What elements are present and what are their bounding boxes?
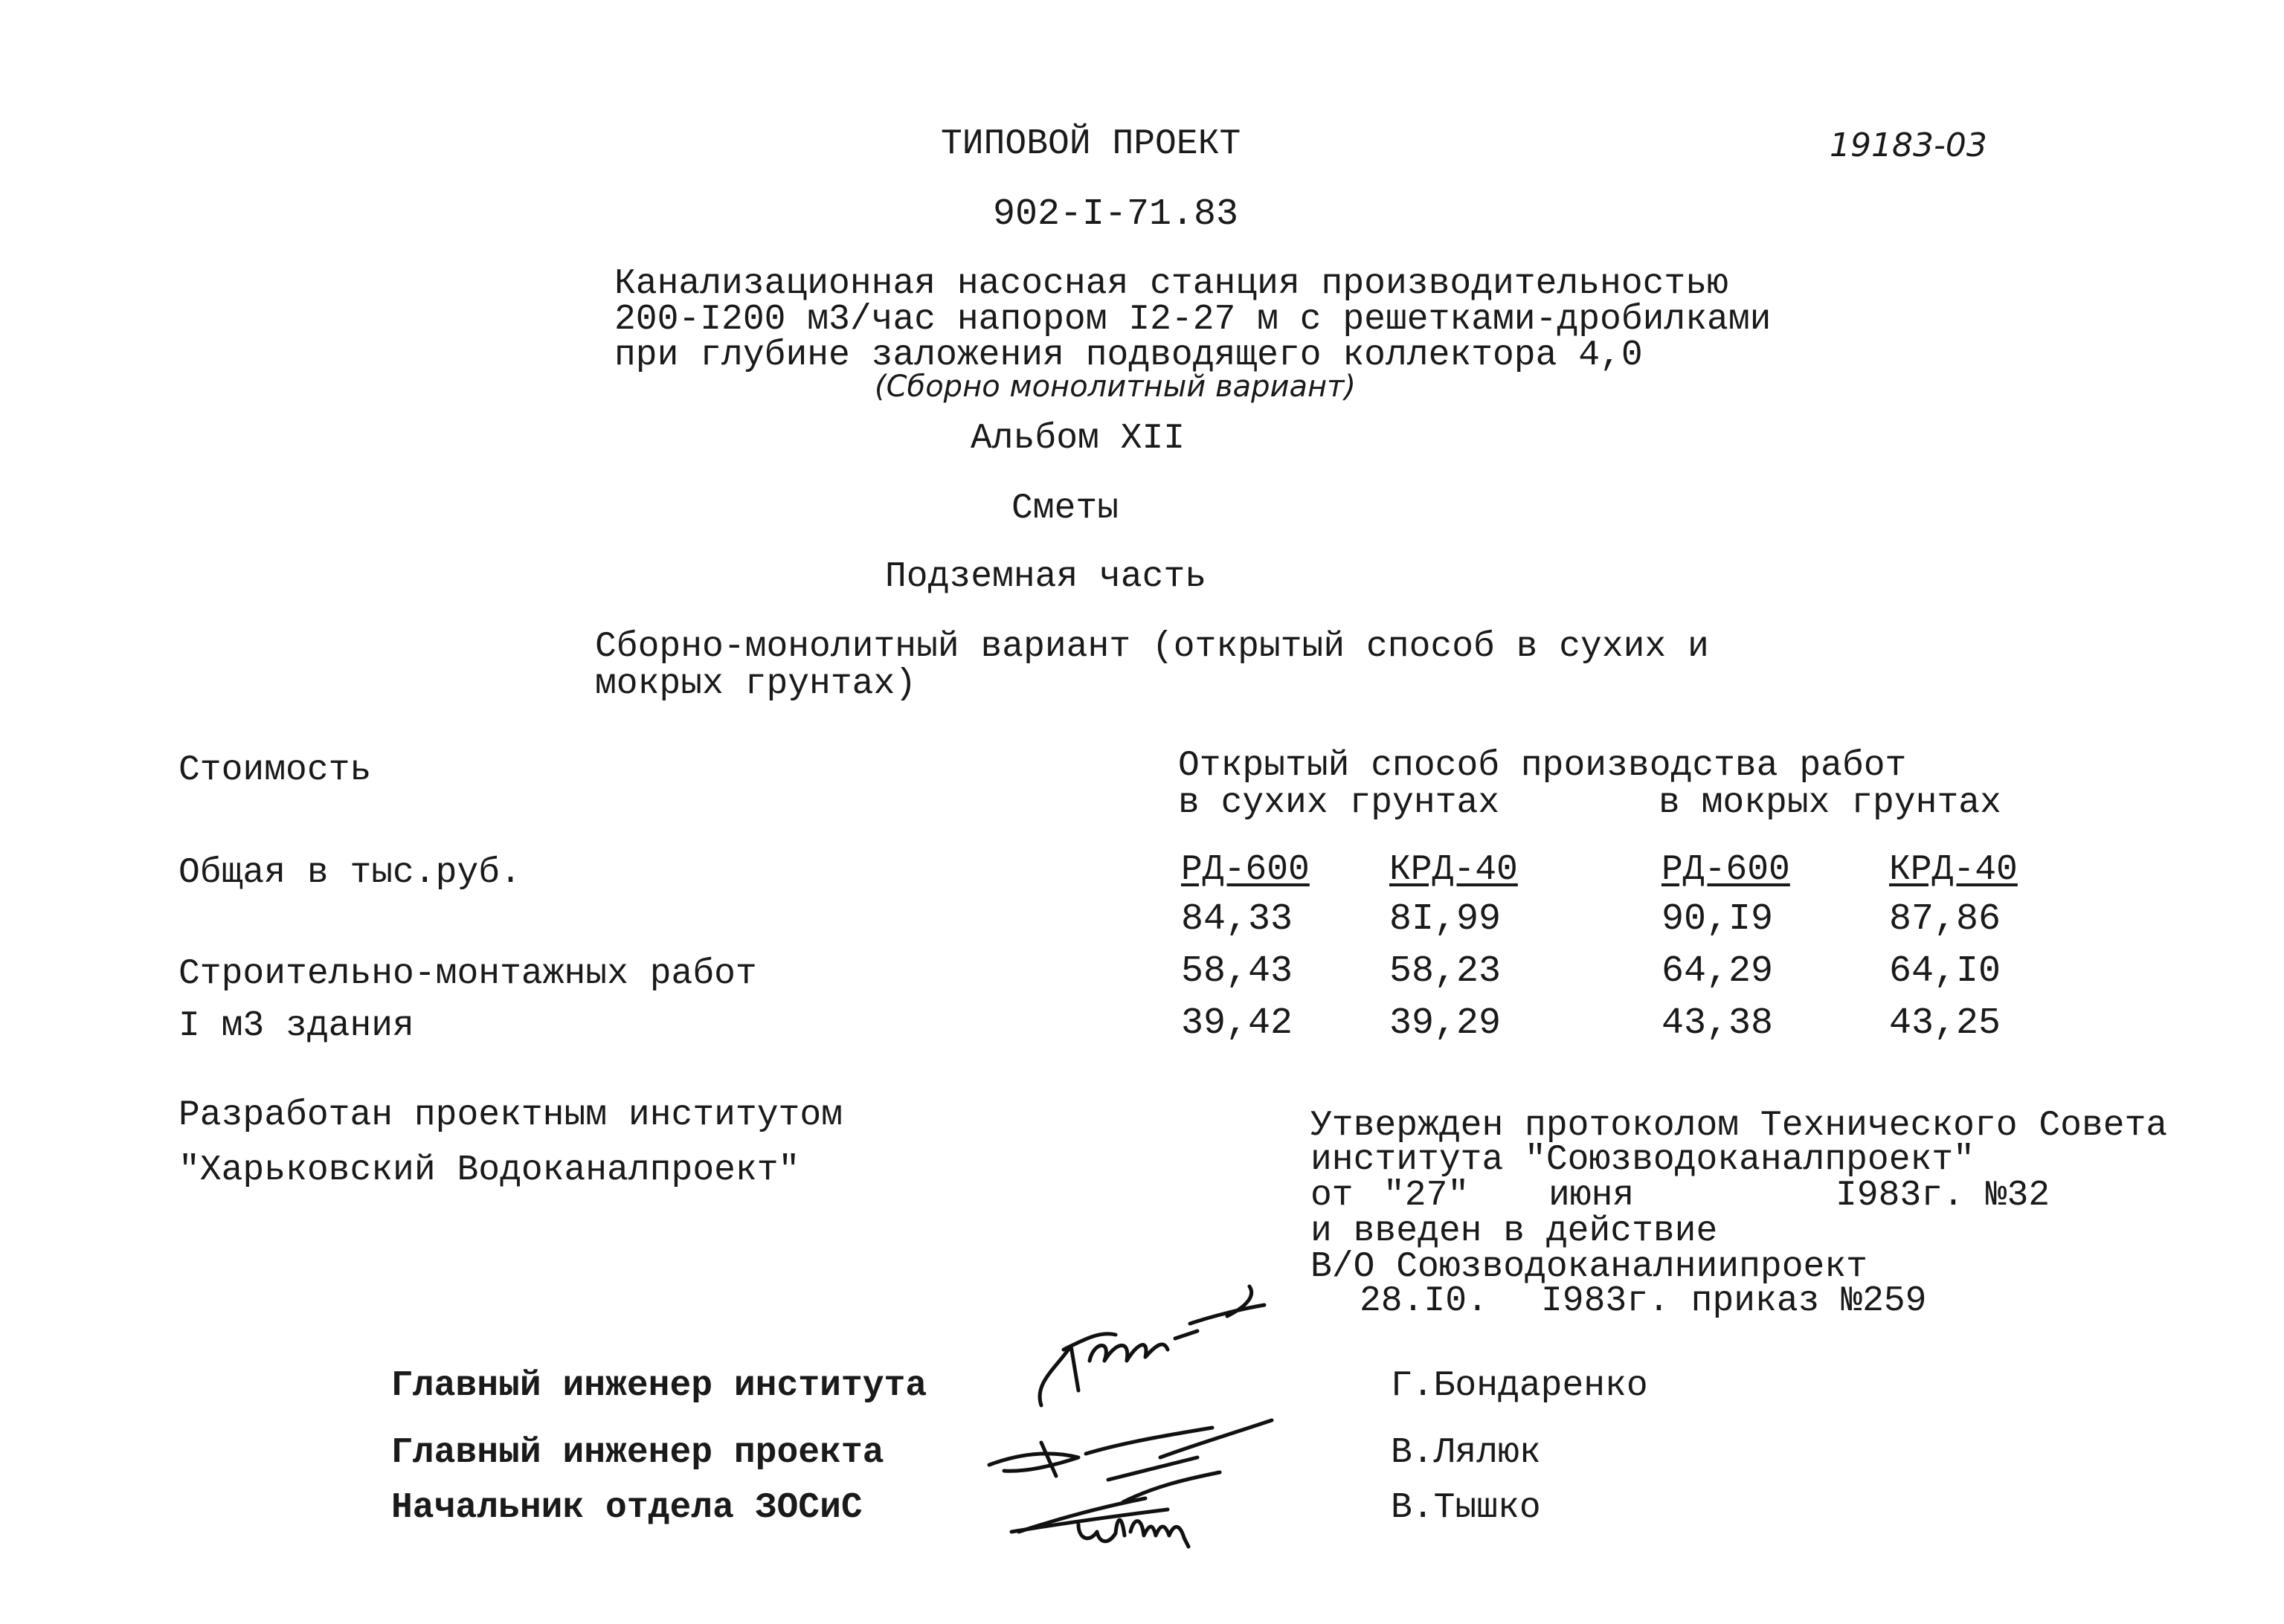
order-date: 28.I0. [1360,1281,1488,1321]
cell-per-m3-wet-rd600: 43,38 [1661,1002,1774,1045]
column-header: РД-600 [1181,850,1310,890]
handwritten-signature-1 [1019,1279,1279,1413]
row-label-total: Общая в тыс.руб. [178,853,521,893]
cell-per-m3-dry-krd40: 39,29 [1389,1002,1502,1045]
signature-role-chief-engineer-project: Главный инженер проекта [391,1433,884,1473]
cell-construction-wet-krd40: 64,I0 [1889,950,2001,993]
method-line-2: мокрых грунтах) [595,664,917,704]
order-number: I983г. приказ №259 [1541,1281,1927,1321]
approval-month: июня [1548,1176,1635,1216]
method-line-1: Сборно-монолитный вариант (открытый способ в сухих и [595,627,1709,667]
cost-label: Стоимость [178,750,372,790]
developer-line-1: Разработан проектным институтом [178,1095,843,1135]
section-title: Сметы [1011,489,1119,529]
description-line-2: 200-I200 м3/час напором I2-27 м с решетками-дробилками [614,300,1772,340]
approval-date-prefix: от [1310,1176,1354,1216]
method-header: Открытый способ производства работ [1178,746,1907,786]
column-header: РД-600 [1661,850,1790,890]
variant-note: (Сборно монолитный вариант) [875,370,1357,404]
cell-construction-dry-krd40: 58,23 [1389,950,1502,993]
signature-role-chief-engineer-institute: Главный инженер института [391,1366,927,1406]
cell-per-m3-dry-rd600: 39,42 [1181,1002,1293,1045]
handwritten-signature-3 [997,1472,1249,1554]
group-dry-header: в сухих грунтах [1178,783,1500,823]
approval-line-2: института "Союзводоканалпроект" [1310,1140,1975,1180]
cell-construction-dry-rd600: 58,43 [1181,950,1293,993]
cell-total-dry-krd40: 8I,99 [1389,898,1502,941]
developer-line-2: "Харьковский Водоканалпроект" [178,1150,800,1190]
cell-total-dry-rd600: 84,33 [1181,898,1293,941]
approval-year-protocol: I983г. №32 [1836,1176,2050,1216]
approval-day: "27" [1383,1176,1470,1216]
column-header: КРД-40 [1389,850,1518,890]
signature-name-chief-engineer-institute: Г.Бондаренко [1391,1366,1648,1406]
row-label-per-m3: I м3 здания [178,1006,414,1046]
row-label-construction: Строительно-монтажных работ [178,954,757,994]
project-code: 902-I-71.83 [993,193,1239,236]
approval-line-5: В/О Союзводоканалниипроект [1310,1247,1868,1287]
group-wet-header: в мокрых грунтах [1659,783,2001,823]
cell-total-wet-rd600: 90,I9 [1661,898,1774,941]
cell-per-m3-wet-krd40: 43,25 [1889,1002,2001,1045]
description-line-1: Канализационная насосная станция производительностью [614,264,1728,304]
cell-total-wet-krd40: 87,86 [1889,898,2001,941]
cell-construction-wet-rd600: 64,29 [1661,950,1774,993]
document-title: ТИПОВОЙ ПРОЕКТ [941,124,1241,164]
description-line-3: при глубине заложения подводящего коллектора 4,0 [614,335,1643,376]
column-header: КРД-40 [1889,850,2018,890]
approval-line-1: Утвержден протоколом Технического Совета [1310,1106,2168,1146]
approval-line-4: и введен в действие [1310,1211,1718,1251]
signature-name-department-head: В.Тышко [1391,1488,1541,1528]
album-title: Альбом XII [971,419,1186,459]
part-title: Подземная часть [885,557,1207,597]
signature-role-department-head: Начальник отдела ЗОСиС [391,1488,863,1528]
signature-name-chief-engineer-project: В.Лялюк [1391,1433,1541,1473]
document-number: 19183-03 [1830,126,1987,164]
